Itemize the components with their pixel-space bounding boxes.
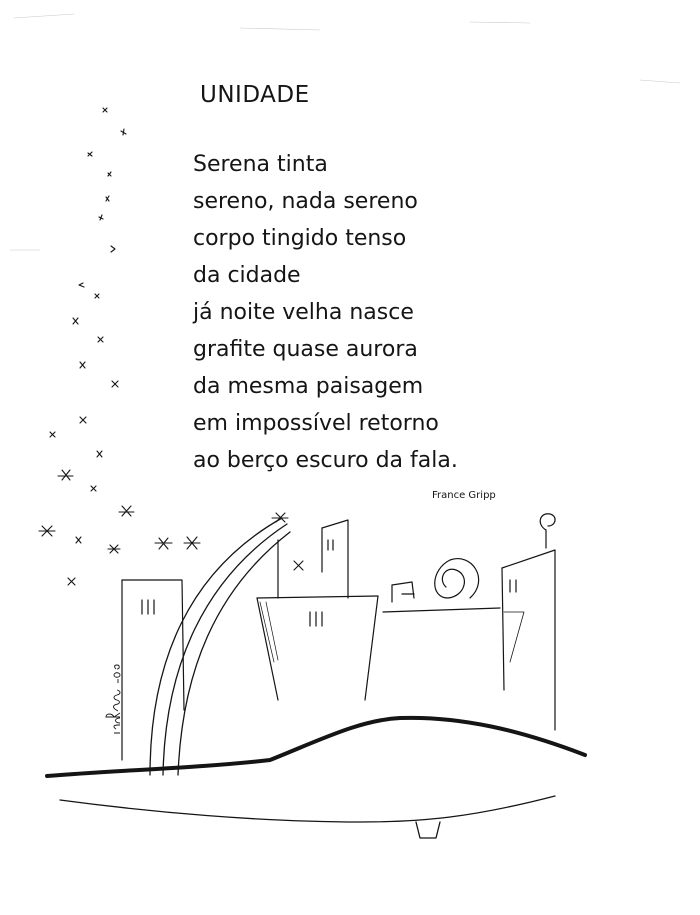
poem-line: em impossível retorno bbox=[193, 411, 439, 436]
star-trail bbox=[39, 108, 303, 585]
poem-line: corpo tingido tenso bbox=[193, 226, 407, 251]
artist-signature bbox=[95, 650, 135, 740]
poem-line: sereno, nada sereno bbox=[193, 189, 418, 214]
poem-line: Serena tinta bbox=[193, 152, 328, 177]
building-right bbox=[383, 514, 555, 730]
poem-line: grafite quase aurora bbox=[193, 337, 418, 362]
author-name: France Gripp bbox=[432, 490, 496, 501]
poem-title: UNIDADE bbox=[200, 82, 310, 108]
rainbow-arcs bbox=[150, 518, 290, 775]
poem-line: da cidade bbox=[193, 263, 301, 288]
poem-line: da mesma paisagem bbox=[193, 374, 424, 399]
poem-line: ao berço escuro da fala. bbox=[193, 448, 458, 473]
poem-line: já noite velha nasce bbox=[193, 300, 414, 325]
building-center bbox=[257, 520, 378, 700]
paper-smudges bbox=[10, 14, 680, 250]
